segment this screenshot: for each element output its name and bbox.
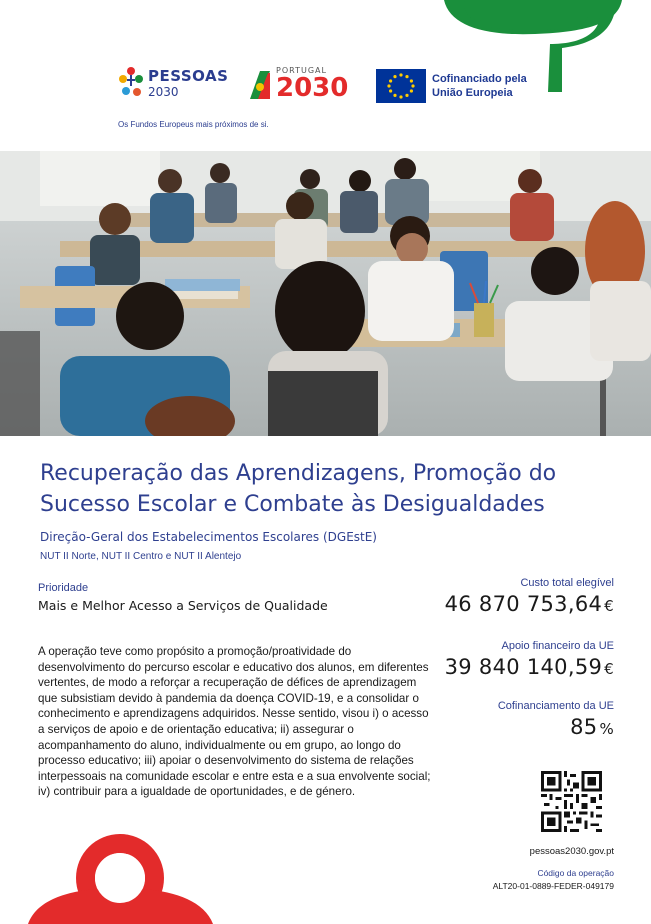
- project-description: A operação teve como propósito a promoção/proatividade do desenvolvimento do percurso escolar e educativo dos alunos, em diferentes vertentes, de modo a reforçar a recuperação de défices de aprendizagem que subsistiam devido à pandemia da doença COVID-19, e a consolidar o conhecimento e aprendizagens adquiridos. Nesse sentido, visou i) o acesso a serviços de apoio e de orientação educativa; ii) assegurar o acompanhamento do aluno, individualmente ou em grupo, ao longo do processo educativo; iii) apoiar o desenvolvimento do sistema de relações interpessoais na comunidade escolar e entre esta e a sua envolvente social; iv) contribuir para a igualdade de oportunidades, e de género.: [38, 645, 431, 799]
- eu-cofinancing-logo: [376, 69, 527, 103]
- tagline: Os Fundos Europeus mais próximos de si.: [118, 120, 269, 129]
- classroom-photo: [0, 151, 651, 436]
- total-cost-unit: €: [604, 597, 614, 615]
- pessoas2030-logo: [118, 66, 228, 100]
- total-cost-value: 46 870 753,64: [444, 592, 603, 616]
- cofinancing-unit: %: [599, 720, 614, 738]
- pessoas-logo-word: PESSOAS: [148, 66, 229, 85]
- organization-name: Direção-Geral dos Estabelecimentos Escolares (DGEstE): [40, 530, 377, 544]
- cofinancing-value-wrap: [498, 715, 614, 739]
- pessoas-logo-year: 2030: [148, 84, 179, 99]
- cofinancing-label: Cofinanciamento da UE: [497, 700, 614, 712]
- portugal-logo-word: PORTUGAL: [276, 66, 327, 75]
- portugal2030-logo: [248, 66, 348, 101]
- project-title: Recuperação das Aprendizagens, Promoção do Sucesso Escolar e Combate às Desigualdades: [40, 461, 557, 517]
- total-cost-value-wrap: [445, 592, 614, 616]
- eu-support-unit: €: [604, 660, 614, 678]
- operation-code-label: Código da operação: [537, 868, 614, 878]
- eu-support-value-wrap: [445, 655, 614, 679]
- priority-value: Mais e Melhor Acesso a Serviços de Qualidade: [38, 598, 328, 613]
- priority-label: Prioridade: [38, 582, 89, 594]
- eu-support-stat: [445, 640, 614, 679]
- decorative-red-shape: [28, 826, 213, 924]
- eu-logo-line2: União Europeia: [432, 87, 513, 99]
- total-cost-label: Custo total elegível: [520, 577, 614, 589]
- pessoas-mark-icon: [118, 66, 144, 100]
- cofinancing-value: 85: [570, 715, 598, 739]
- operation-code-value: ALT20-01-0889-FEDER-049179: [492, 881, 614, 891]
- eu-support-value: 39 840 140,59: [444, 655, 603, 679]
- header-logos: [118, 66, 558, 126]
- website-link[interactable]: pessoas2030.gov.pt: [529, 846, 614, 857]
- region-text: NUT II Norte, NUT II Centro e NUT II Alentejo: [40, 551, 242, 562]
- eu-flag-icon: [376, 69, 426, 103]
- portugal-flag-mark-icon: [248, 67, 272, 101]
- eu-logo-line1: Cofinanciado pela: [432, 72, 527, 85]
- cofinancing-stat: [498, 700, 614, 739]
- eu-support-label: Apoio financeiro da UE: [501, 640, 614, 652]
- qr-code-icon[interactable]: [541, 771, 602, 832]
- portugal-logo-year: 2030: [276, 73, 349, 103]
- total-cost-stat: [445, 577, 614, 616]
